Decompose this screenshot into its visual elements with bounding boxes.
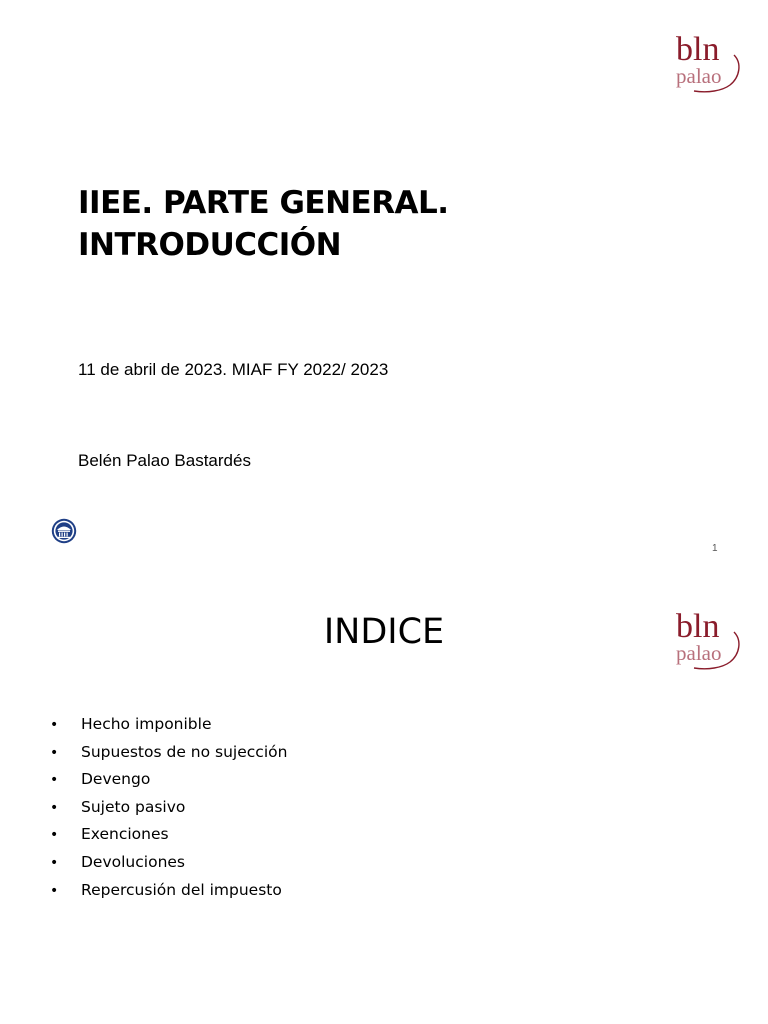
- logo-text-bln: bln: [676, 608, 720, 645]
- institution-seal-icon: [51, 518, 77, 544]
- list-item-label: Supuestos de no sujección: [81, 742, 288, 761]
- logo-swoosh-icon: [674, 33, 748, 95]
- bullet-icon: •: [50, 882, 59, 899]
- presentation-title: [78, 182, 638, 266]
- logo-text-palao: palao: [676, 641, 722, 665]
- presentation-date-subtitle: 11 de abril de 2023. MIAF FY 2022/ 2023: [78, 360, 389, 379]
- list-item: [50, 823, 287, 851]
- index-list: [50, 713, 287, 906]
- list-item-label: Devengo: [81, 770, 151, 789]
- bullet-icon: •: [50, 799, 59, 816]
- index-heading: INDICE: [323, 612, 445, 652]
- list-item-label: Exenciones: [81, 825, 169, 844]
- title-line-2: INTRODUCCIÓN: [78, 227, 342, 263]
- bln-palao-logo: [674, 33, 748, 95]
- bullet-icon: •: [50, 772, 59, 789]
- list-item: [50, 851, 287, 879]
- logo-text-palao: palao: [676, 64, 722, 88]
- bullet-icon: •: [50, 744, 59, 761]
- list-item-label: Hecho imponible: [81, 715, 212, 733]
- list-item: [50, 713, 287, 741]
- bullet-icon: •: [50, 854, 59, 871]
- bullet-icon: •: [50, 827, 59, 844]
- logo-text-bln: bln: [676, 31, 720, 68]
- list-item-label: Sujeto pasivo: [81, 797, 186, 816]
- index-slide: [0, 576, 768, 1024]
- slide-page-number: 1: [712, 543, 718, 554]
- bullet-icon: •: [50, 717, 59, 733]
- list-item: [50, 796, 287, 824]
- list-item-label: Devoluciones: [81, 852, 186, 871]
- list-item-label: Repercusión del impuesto: [81, 880, 282, 899]
- list-item: [50, 768, 287, 796]
- list-item: [50, 741, 287, 769]
- title-line-1: IIEE. PARTE GENERAL.: [78, 185, 449, 221]
- presentation-author: Belén Palao Bastardés: [78, 451, 251, 470]
- list-item: [50, 879, 287, 907]
